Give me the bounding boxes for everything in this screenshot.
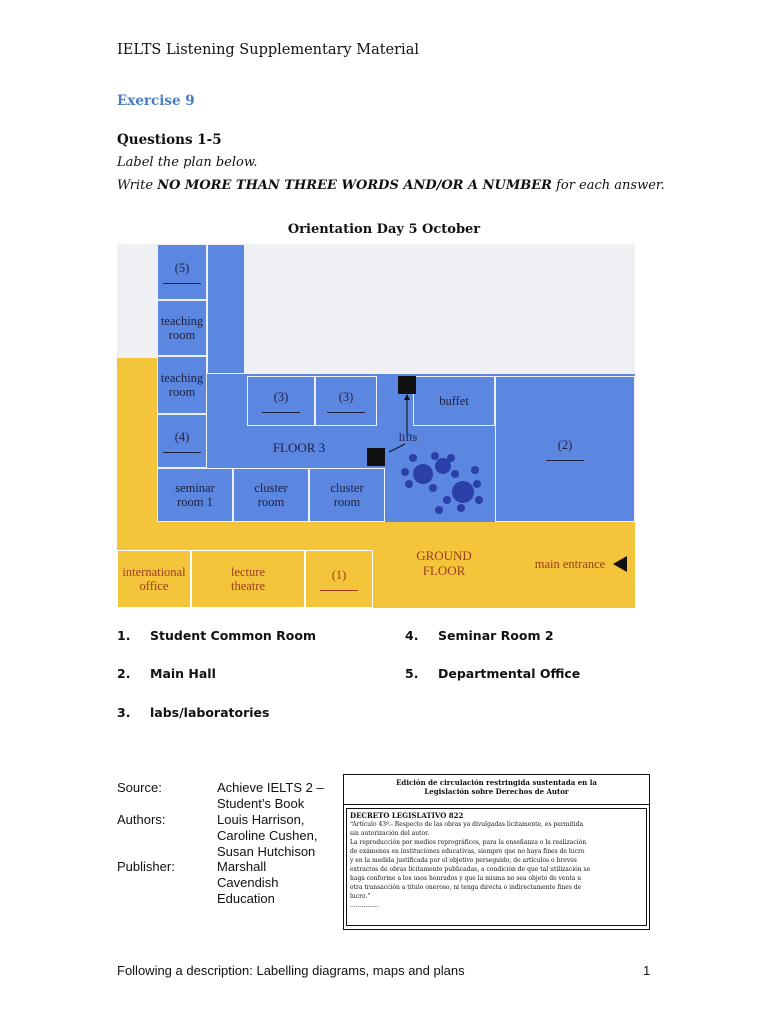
room-q5: (5) xyxy=(157,244,207,300)
buffet-room: buffet xyxy=(413,376,495,426)
corridor-strip xyxy=(207,244,245,374)
dining-tables-icon xyxy=(389,444,495,522)
lift-lower xyxy=(367,448,385,466)
answer-2-text: Main Hall xyxy=(150,666,216,681)
page-header: IELTS Listening Supplementary Material xyxy=(117,42,419,58)
copyright-heading: Edición de circulación restringida sustentada en la Legislación sobre Derechos de Autor xyxy=(344,775,649,805)
answer-4-text: Seminar Room 2 xyxy=(438,628,554,643)
room-q1: (1) xyxy=(305,550,373,608)
international-office: international office xyxy=(117,550,191,608)
answer-2-number: 2. xyxy=(117,666,131,681)
authors-value: Louis Harrison, Caroline Cushen, Susan Hutchison xyxy=(217,812,318,859)
questions-title: Questions 1-5 xyxy=(117,132,222,148)
teaching-room-2: teaching room xyxy=(157,356,207,414)
page-footer: Following a description: Labelling diagrams, maps and plans xyxy=(117,963,465,978)
teaching-room-1: teaching room xyxy=(157,300,207,356)
lift-upper xyxy=(398,376,416,394)
floor-plan xyxy=(117,244,635,608)
cluster-room-1: cluster room xyxy=(233,468,309,522)
copyright-notice xyxy=(343,774,650,930)
ground-floor-label: GROUND FLOOR xyxy=(416,548,472,578)
page-number: 1 xyxy=(643,963,651,978)
room-q2: (2) xyxy=(495,376,635,522)
lecture-theatre: lecture theatre xyxy=(191,550,305,608)
publisher-value: Marshall Cavendish Education xyxy=(217,859,279,906)
answer-3-number: 3. xyxy=(117,705,131,720)
exercise-title: Exercise 9 xyxy=(117,93,195,109)
source-label: Source: xyxy=(117,780,162,795)
answer-3-text: labs/laboratories xyxy=(150,705,270,720)
answer-5-number: 5. xyxy=(405,666,419,681)
seminar-room-1: seminar room 1 xyxy=(157,468,233,522)
publisher-label: Publisher: xyxy=(117,859,175,874)
copyright-body: DECRETO LEGISLATIVO 822 “Artículo 43º.- Respecto de las obras ya divulgadas lícitamente, es permitida sin autorización del autor. La reproducción por medios reprográficos, para la enseñanza o la realización de exámenes en instituciones educativas, siempre que no haya fines de lucro y en la medida justificada por el objetivo perseguido, de artículos o breves extractos de obras lícitamente publicadas, a condición de que tal utilización se haga conforme a los usos honrados y que la misma no sea objeto de venta u otra transacción a título oneroso, ni tenga directa o indirectamente fines de lucro.” ............... xyxy=(346,808,647,926)
instruction-label: Label the plan below. xyxy=(117,155,258,170)
room-q4: (4) xyxy=(157,414,207,468)
floor3-label: FLOOR 3 xyxy=(272,440,326,455)
cluster-room-2: cluster room xyxy=(309,468,385,522)
answer-4-number: 4. xyxy=(405,628,419,643)
answer-1-text: Student Common Room xyxy=(150,628,317,643)
source-value: Achieve IELTS 2 – Student’s Book xyxy=(217,780,324,811)
instruction-write: Write NO MORE THAN THREE WORDS AND/OR A NUMBER for each answer. xyxy=(117,178,665,193)
room-q3-a: (3) xyxy=(247,376,315,426)
authors-label: Authors: xyxy=(117,812,166,827)
main-entrance-label: main entrance xyxy=(534,557,606,571)
decree-title: DECRETO LEGISLATIVO 822 xyxy=(350,811,464,820)
answer-5-text: Departmental Office xyxy=(438,666,581,681)
answer-1-number: 1. xyxy=(117,628,131,643)
plan-title: Orientation Day 5 October xyxy=(287,222,481,237)
room-q3-b: (3) xyxy=(315,376,377,426)
entrance-arrow-icon xyxy=(613,556,627,572)
lifts-label: lifts xyxy=(398,430,418,444)
answer-list xyxy=(0,628,768,728)
